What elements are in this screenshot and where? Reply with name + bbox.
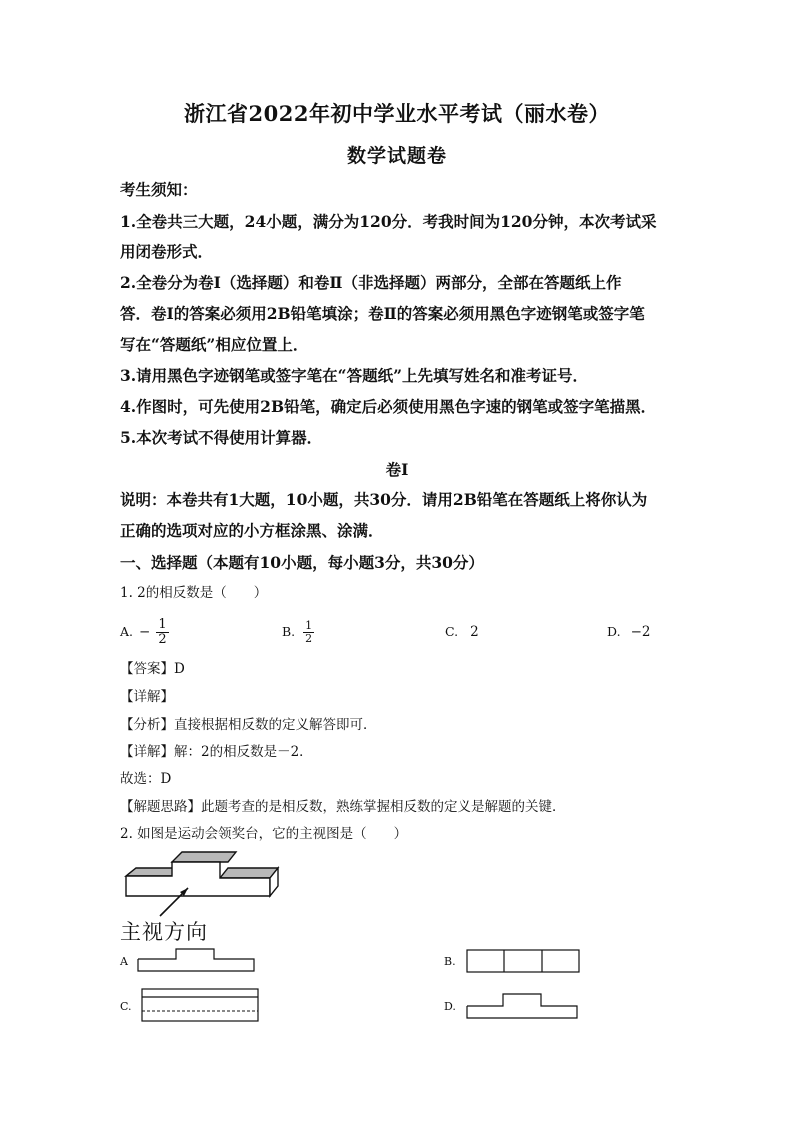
q1-stem: 1. 2的相反数是（ ）: [120, 585, 268, 601]
q1-option-d: [607, 623, 650, 641]
q1-option-c-label: C.: [445, 624, 459, 639]
podium-figure: [120, 848, 290, 920]
q1-option-b-label: B.: [282, 624, 296, 639]
q2-option-a-outline: [138, 949, 254, 971]
q2-option-c-rect: [142, 989, 258, 1021]
q2-option-b-label: B.: [444, 955, 456, 968]
q1-option-a-label: A.: [120, 624, 134, 639]
q1-analysis: 【分析】直接根据相反数的定义解答即可．: [120, 717, 377, 733]
q1-detail-tag: 【详解】: [120, 689, 174, 705]
notice-line-3: 2.全卷分为卷Ⅰ（选择题）和卷Ⅱ（非选择题）两部分，全部在答题纸上作: [120, 273, 622, 292]
q1-answer: 【答案】D: [120, 661, 185, 677]
podium-front: [126, 862, 270, 896]
q1-option-d-value: −2: [630, 624, 651, 640]
q1-option-d-label: D.: [607, 624, 621, 639]
notice-line-7: 4.作图时，可先使用2B铅笔，确定后必须使用黑色字速的钢笔或签字笔描黑．: [120, 397, 657, 416]
q1-option-b: [282, 616, 314, 648]
q2-option-b-rect: [467, 950, 579, 972]
q2-option-d-figure: [465, 992, 581, 1022]
explain-line-1: 说明：本卷共有1大题，10小题，共30分．请用2B铅笔在答题纸上将你认为: [120, 490, 648, 509]
q1-option-a-sign: −: [139, 624, 151, 640]
q1-option-c: [445, 623, 479, 641]
q1-thinking: 【解题思路】此题考查的是相反数，熟练掌握相反数的定义是解题的关键．: [120, 799, 566, 815]
q2-option-a-figure: [136, 947, 258, 975]
q2-option-d-label: D.: [444, 1000, 456, 1013]
explain-line-2: 正确的选项对应的小方框涂黑、涂满．: [120, 521, 384, 540]
q2-option-c-label: C.: [120, 1000, 132, 1013]
notice-line-8: 5.本次考试不得使用计算器．: [120, 428, 323, 447]
direction-label: 主视方向: [120, 920, 208, 944]
page-subtitle: 数学试题卷: [346, 145, 447, 167]
q1-option-a-fraction: [156, 618, 168, 647]
q1-option-b-denominator: 2: [305, 631, 313, 645]
q2-option-c-figure: [140, 987, 260, 1023]
notice-line-6: 3.请用黑色字迹钢笔或签字笔在“答题纸”上先填写姓名和准考证号．: [120, 366, 589, 385]
notice-line-2: 用闭卷形式．: [120, 242, 214, 261]
q1-option-c-value: 2: [470, 624, 479, 640]
q1-choose: 故选：D: [120, 771, 172, 787]
q1-option-a-numerator: 1: [158, 616, 167, 632]
notice-line-5: 写在“答题纸”相应位置上．: [120, 335, 309, 354]
notice-line-4: 答．卷Ⅰ的答案必须用2B铅笔填涂；卷Ⅱ的答案必须用黑色字迹钢笔或签字笔: [120, 304, 645, 323]
q1-option-a: [120, 614, 169, 650]
q2-option-d-outline: [467, 994, 577, 1018]
page-title: 浙江省2022年初中学业水平考试（丽水卷）: [184, 101, 610, 126]
q2-option-b-figure: [465, 948, 581, 974]
podium-right-top: [220, 868, 278, 878]
notice-heading: 考生须知：: [120, 180, 198, 199]
q1-option-a-denominator: 2: [158, 631, 167, 647]
notice-line-1: 1.全卷共三大题，24小题，满分为120分．考我时间为120分钟，本次考试采: [120, 212, 657, 231]
part-title: 一、选择题（本题有10小题，每小题3分，共30分）: [120, 553, 484, 572]
section-title: 卷Ⅰ: [385, 460, 409, 479]
q1-option-b-fraction: [303, 620, 314, 645]
q1-option-b-numerator: 1: [305, 618, 313, 632]
q2-option-a-label: A: [120, 955, 128, 968]
podium-middle-top: [172, 852, 236, 862]
q2-stem: 2. 如图是运动会领奖台，它的主视图是（ ）: [120, 826, 408, 842]
q1-detail: 【详解】解：2的相反数是－2．: [120, 744, 313, 760]
